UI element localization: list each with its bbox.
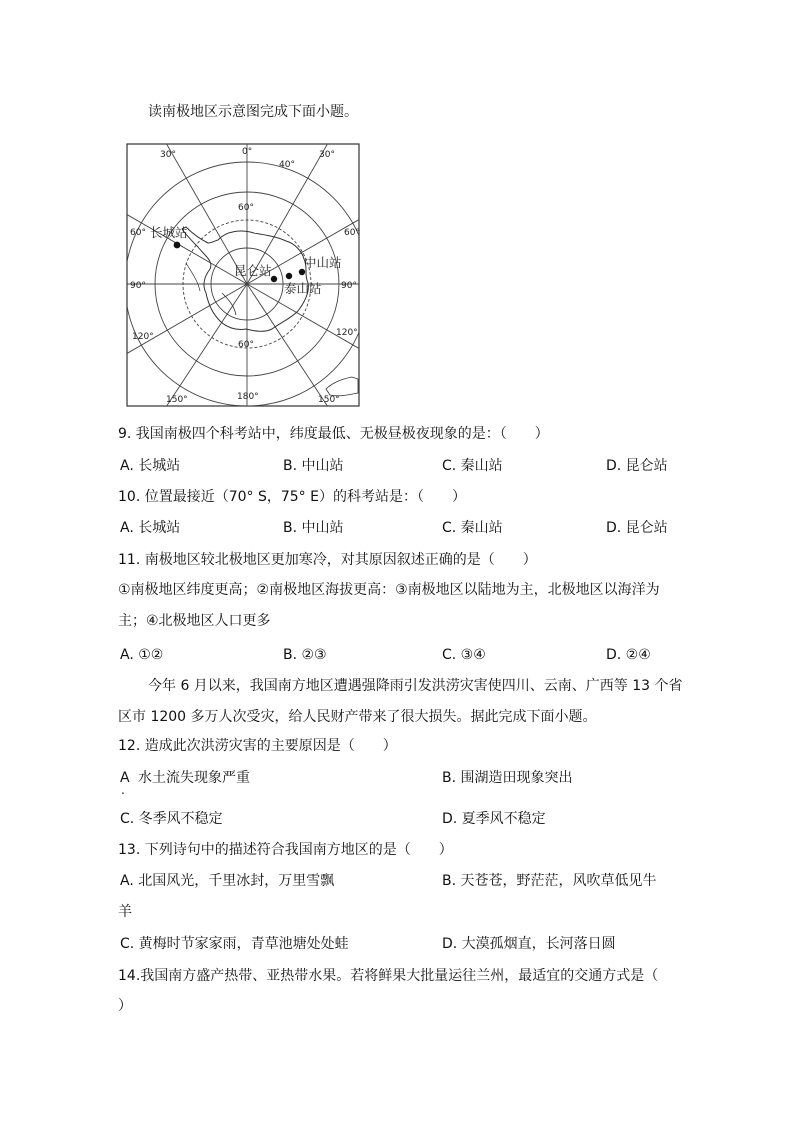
intro-reading-instruction: 读南极地区示意图完成下面小题。 xyxy=(148,104,358,120)
lon-label: 30° xyxy=(319,150,335,160)
q13-option-b: B. 天苍苍，野茫茫，风吹草低见牛 xyxy=(442,873,657,889)
q10-option-c: C. 秦山站 xyxy=(442,520,503,536)
lon-label: 90° xyxy=(341,281,357,291)
q14-stem-continued: ） xyxy=(118,998,132,1014)
q13-option-a: A. 北国风光，千里冰封，万里雪飘 xyxy=(120,873,335,889)
lon-label: 40° xyxy=(279,160,295,170)
q11-option-a: A. ①② xyxy=(120,647,164,663)
lon-label: 60° xyxy=(130,228,146,238)
q12-option-a-letter: A xyxy=(120,770,130,786)
q12-stem: 12. 造成此次洪涝灾害的主要原因是（ ） xyxy=(118,738,397,754)
q13-option-b-continued: 羊 xyxy=(118,904,132,920)
station-label-changcheng: 长城站 xyxy=(150,225,188,240)
lat-label: 60° xyxy=(238,340,254,350)
lon-label: 60° xyxy=(344,228,360,238)
intro2-line1: 今年 6 月以来，我国南方地区遭遇强降雨引发洪涝灾害使四川、云南、广西等 13 个省 xyxy=(148,678,683,694)
q10-option-d: D. 昆仑站 xyxy=(606,520,668,536)
q12-option-d: D. 夏季风不稳定 xyxy=(442,811,546,827)
q13-option-c: C. 黄梅时节家家雨，青草池塘处处蛙 xyxy=(120,936,349,952)
q11-statement-line1: ①南极地区纬度更高；②南极地区海拔更高：③南极地区以陆地为主，北极地区以海洋为 xyxy=(118,582,660,598)
station-label-kunlun: 昆仑站 xyxy=(234,263,272,278)
lon-label: 30° xyxy=(160,150,176,160)
lon-label: 150° xyxy=(166,395,188,405)
q10-option-a: A. 长城站 xyxy=(120,520,181,536)
intro2-line2: 区市 1200 多万人次受灾，给人民财产带来了很大损失。据此完成下面小题。 xyxy=(118,709,597,725)
station-dot-kunlun xyxy=(271,276,277,282)
lat-label: 60° xyxy=(238,203,254,213)
q9-option-a: A. 长城站 xyxy=(120,458,181,474)
station-dot-taishan xyxy=(286,273,292,279)
q11-stem: 11. 南极地区较北极地区更加寒冷，对其原因叙述正确的是（ ） xyxy=(118,552,537,568)
q13-stem: 13. 下列诗句中的描述符合我国南方地区的是（ ） xyxy=(118,842,453,858)
lon-label: 120° xyxy=(132,332,154,342)
q9-option-c: C. 秦山站 xyxy=(442,458,503,474)
q14-stem: 14.我国南方盛产热带、亚热带水果。若将鲜果大批量运往兰州，最适宜的交通方式是（ xyxy=(118,968,659,984)
lon-label: 120° xyxy=(336,328,358,338)
q13-option-d: D. 大漠孤烟直，长河落日圆 xyxy=(442,936,616,952)
q12-option-c: C. 冬季风不稳定 xyxy=(120,811,223,827)
q11-option-d: D. ②④ xyxy=(606,647,651,663)
q9-option-d: D. 昆仑站 xyxy=(606,458,668,474)
lon-label: 150° xyxy=(318,395,340,405)
lon-label: 180° xyxy=(237,392,259,402)
station-label-taishan: 泰山站 xyxy=(284,281,322,296)
q12-option-a-text: 水土流失现象严重 xyxy=(138,770,250,786)
antarctica-map xyxy=(126,143,360,407)
q11-option-b: B. ②③ xyxy=(283,647,327,663)
q9-stem: 9. 我国南极四个科考站中，纬度最低、无极昼极夜现象的是：（ ） xyxy=(118,426,549,442)
q12-option-a-dot: . xyxy=(121,783,125,797)
station-dot-changcheng xyxy=(174,242,181,249)
q10-stem: 10. 位置最接近（70° S，75° E）的科考站是：（ ） xyxy=(118,489,466,505)
lon-label: 0° xyxy=(242,147,253,157)
station-label-zhongshan: 中山站 xyxy=(304,255,342,270)
q10-option-b: B. 中山站 xyxy=(283,520,344,536)
lon-label: 90° xyxy=(130,281,146,291)
q11-option-c: C. ③④ xyxy=(442,647,486,663)
q11-statement-line2: 主；④北极地区人口更多 xyxy=(118,613,271,629)
q9-option-b: B. 中山站 xyxy=(283,458,344,474)
q12-option-b: B. 围湖造田现象突出 xyxy=(442,770,573,786)
